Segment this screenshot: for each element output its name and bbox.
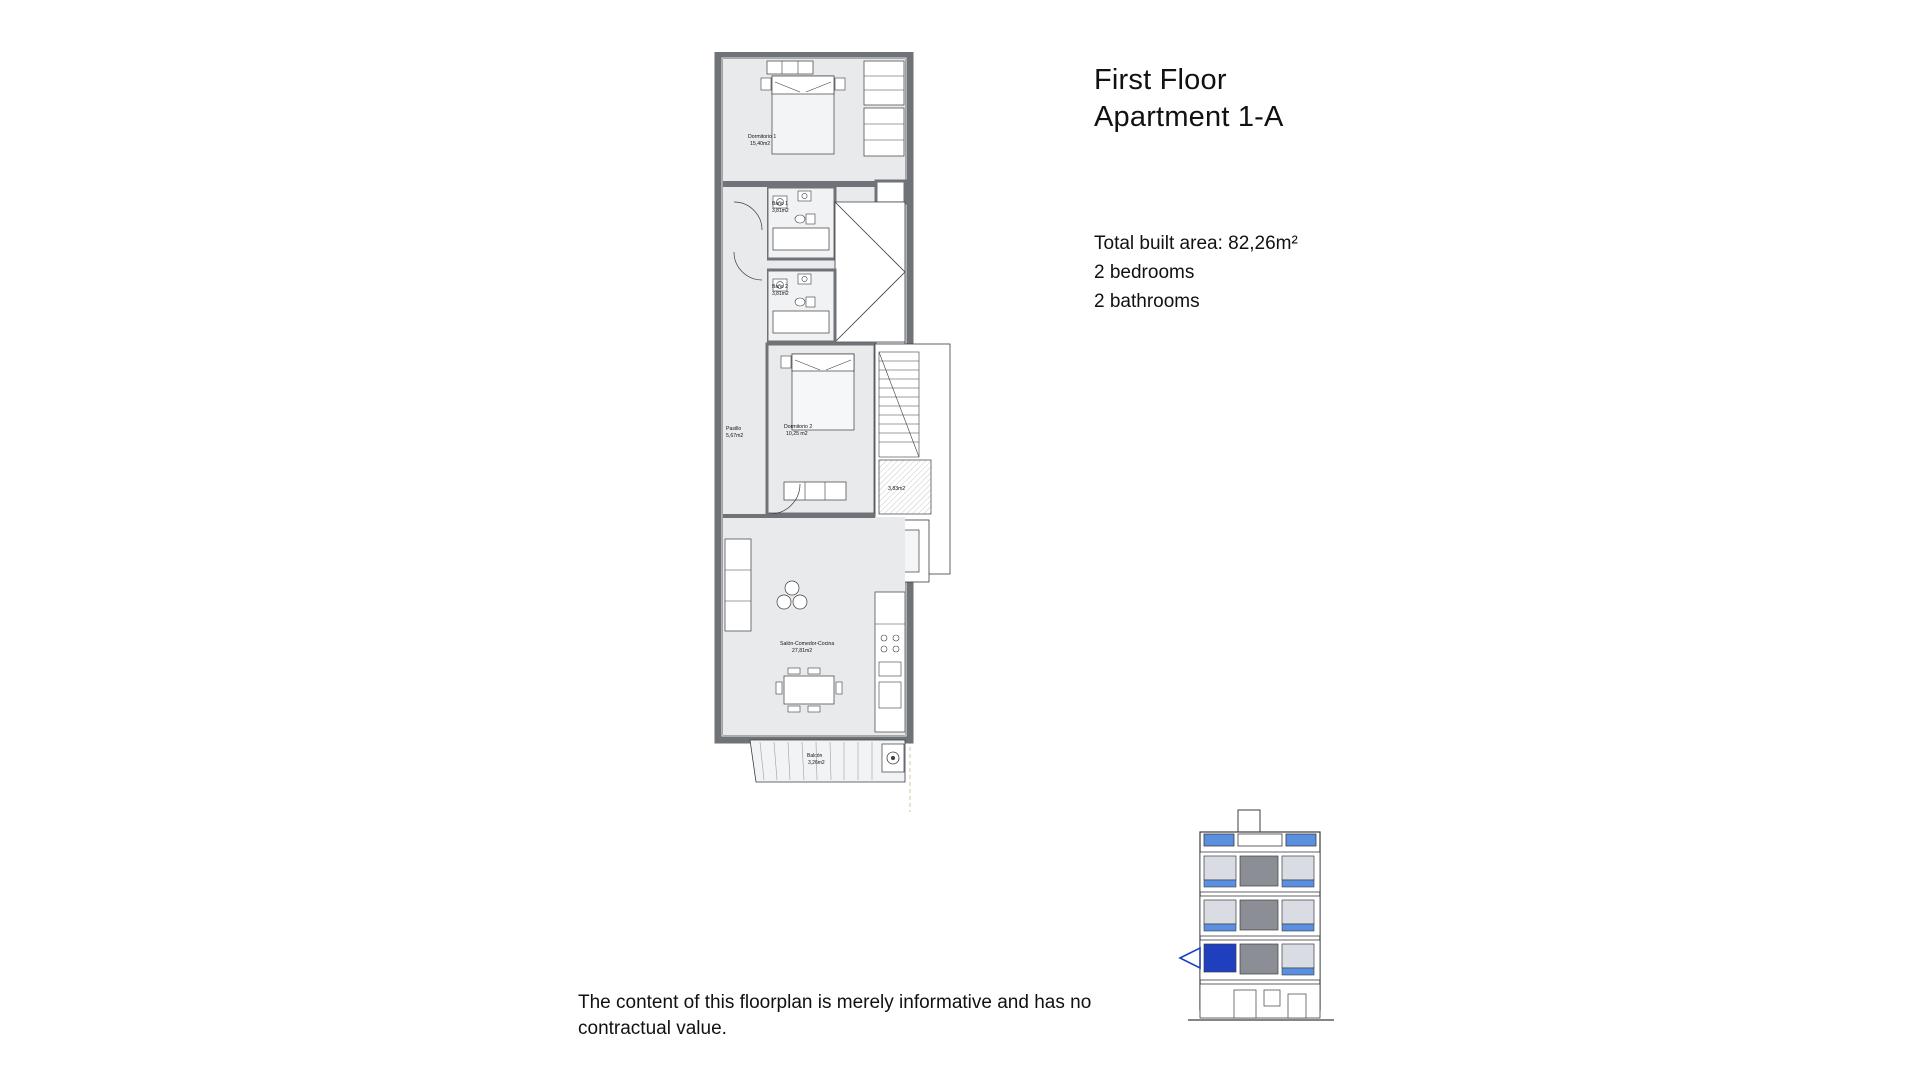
label-balcon-area: 3,26m2 <box>808 760 825 766</box>
label-stair-area: 3,83m2 <box>888 486 906 492</box>
apartment-specs <box>1094 230 1298 317</box>
label-bano1-area: 3,81m2 <box>772 208 789 214</box>
label-salon-name: Salón-Comedor-Cocina <box>780 641 835 647</box>
floorplan-drawing <box>712 52 952 942</box>
page-title <box>1094 62 1284 136</box>
title-floor: First Floor <box>1094 64 1227 96</box>
room-pasillo <box>723 187 767 517</box>
label-balcon-name: Balcón <box>807 753 823 759</box>
label-bano2-area: 3,81m2 <box>772 291 789 297</box>
building-elevation-diagram <box>1178 808 1348 1043</box>
highlighted-apartment-1a <box>1204 944 1236 972</box>
label-bano2-name: Baño 2 <box>772 284 788 290</box>
room-bano-1 <box>767 187 835 259</box>
room-balcon <box>750 740 905 782</box>
room-salon-comedor-cocina <box>723 514 905 735</box>
label-dormitorio2-area: 10,25 m2 <box>786 431 808 437</box>
label-salon-area: 27,81m2 <box>792 648 813 654</box>
label-bano1-name: Baño 1 <box>772 201 788 207</box>
room-dormitorio-1 <box>723 59 905 203</box>
disclaimer-text: The content of this floorplan is merely informative and has no contractual value. <box>578 992 1092 1040</box>
spec-total-area: Total built area: 82,26m² <box>1094 233 1298 254</box>
label-dormitorio1-area: 15,40m2 <box>750 141 771 147</box>
label-pasillo-name: Pasillo <box>726 426 742 432</box>
location-pointer-icon <box>1180 948 1200 968</box>
label-pasillo-area: 5,67m2 <box>726 433 744 439</box>
label-dormitorio2-name: Dormitorio 2 <box>784 424 813 430</box>
spec-bathrooms: 2 bathrooms <box>1094 290 1200 312</box>
room-dormitorio-2 <box>767 344 875 514</box>
label-dormitorio1-name: Dormitorio 1 <box>748 134 777 140</box>
title-apartment: Apartment 1-A <box>1094 101 1284 134</box>
entry-landing <box>835 202 905 342</box>
room-bano-2 <box>767 270 835 342</box>
spec-bedrooms: 2 bedrooms <box>1094 261 1195 283</box>
